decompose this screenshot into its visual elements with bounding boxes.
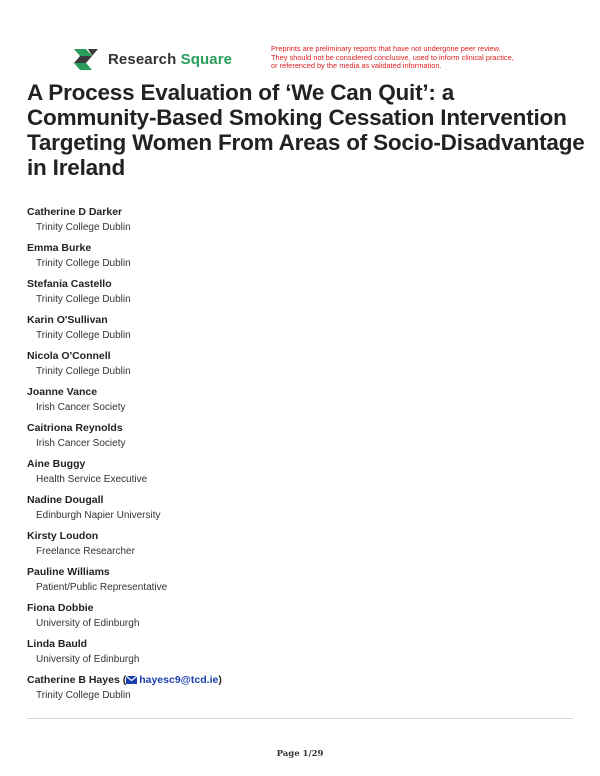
author-name: Emma Burke (27, 242, 92, 254)
author-name: Nadine Dougall (27, 494, 104, 506)
author-entry (27, 204, 567, 240)
author-name: Caitriona Reynolds (27, 422, 123, 434)
corresponding-author-name-line (27, 672, 567, 688)
author-affiliation: Trinity College Dublin (36, 330, 131, 341)
author-affiliation: Freelance Researcher (36, 546, 135, 557)
author-affiliation: University of Edinburgh (36, 618, 140, 629)
research-square-logo[interactable] (72, 47, 232, 71)
author-affiliation: Irish Cancer Society (36, 402, 126, 413)
author-entry (27, 240, 567, 276)
author-name: Catherine B Hayes (27, 674, 120, 686)
author-name: Karin O'Sullivan (27, 314, 108, 326)
paren-close: ) (218, 674, 222, 686)
envelope-icon (126, 676, 137, 684)
author-entry (27, 384, 567, 420)
author-list (27, 204, 567, 708)
logo-word-research: Research (108, 50, 177, 68)
author-affiliation: University of Edinburgh (36, 654, 140, 665)
logo-word-square: Square (180, 50, 233, 68)
author-entry (27, 600, 567, 636)
author-affiliation: Trinity College Dublin (36, 258, 131, 269)
author-name: Nicola O'Connell (27, 350, 111, 362)
author-entry (27, 456, 567, 492)
author-name: Catherine D Darker (27, 206, 123, 218)
footer-divider (27, 718, 573, 719)
author-affiliation: Health Service Executive (36, 474, 148, 485)
author-affiliation: Trinity College Dublin (36, 690, 131, 701)
author-name: Pauline Williams (27, 566, 110, 578)
author-name: Fiona Dobbie (27, 602, 94, 614)
research-square-logo-icon (72, 47, 102, 71)
author-affiliation: Irish Cancer Society (36, 438, 126, 449)
email-link[interactable]: hayesc9@tcd.ie (139, 674, 219, 686)
author-affiliation: Patient/Public Representative (36, 582, 168, 593)
author-affiliation: Trinity College Dublin (36, 294, 131, 305)
page-number: Page 1/29 (276, 749, 324, 759)
author-entry (27, 420, 567, 456)
paper-title: A Process Evaluation of ‘We Can Quit’: a Community-Based Smoking Cessation Intervention Targeting Women From Areas of Socio-Disadvantage in Ireland (27, 80, 585, 180)
author-affiliation: Edinburgh Napier University (36, 510, 161, 521)
author-affiliation: Trinity College Dublin (36, 366, 131, 377)
corresponding-author-entry (27, 672, 567, 708)
author-name: Aine Buggy (27, 458, 86, 470)
author-entry (27, 312, 567, 348)
notice-line: Preprints are preliminary reports that have not undergone peer review. (271, 44, 501, 53)
author-entry (27, 564, 567, 600)
paren-open: ( (122, 674, 127, 686)
preprint-notice (271, 45, 551, 71)
author-name: Stefania Castello (27, 278, 112, 290)
author-entry (27, 528, 567, 564)
author-name: Linda Bauld (27, 638, 88, 650)
author-entry (27, 492, 567, 528)
author-entry (27, 348, 567, 384)
logo-wordmark (108, 51, 232, 68)
notice-line: They should not be considered conclusive, used to inform clinical practice, (271, 52, 514, 62)
notice-line: or referenced by the media as validated information. (271, 61, 442, 71)
author-affiliation: Trinity College Dublin (36, 222, 131, 233)
author-entry (27, 276, 567, 312)
author-entry (27, 636, 567, 672)
author-name: Kirsty Loudon (27, 530, 99, 542)
author-name: Joanne Vance (27, 386, 98, 398)
